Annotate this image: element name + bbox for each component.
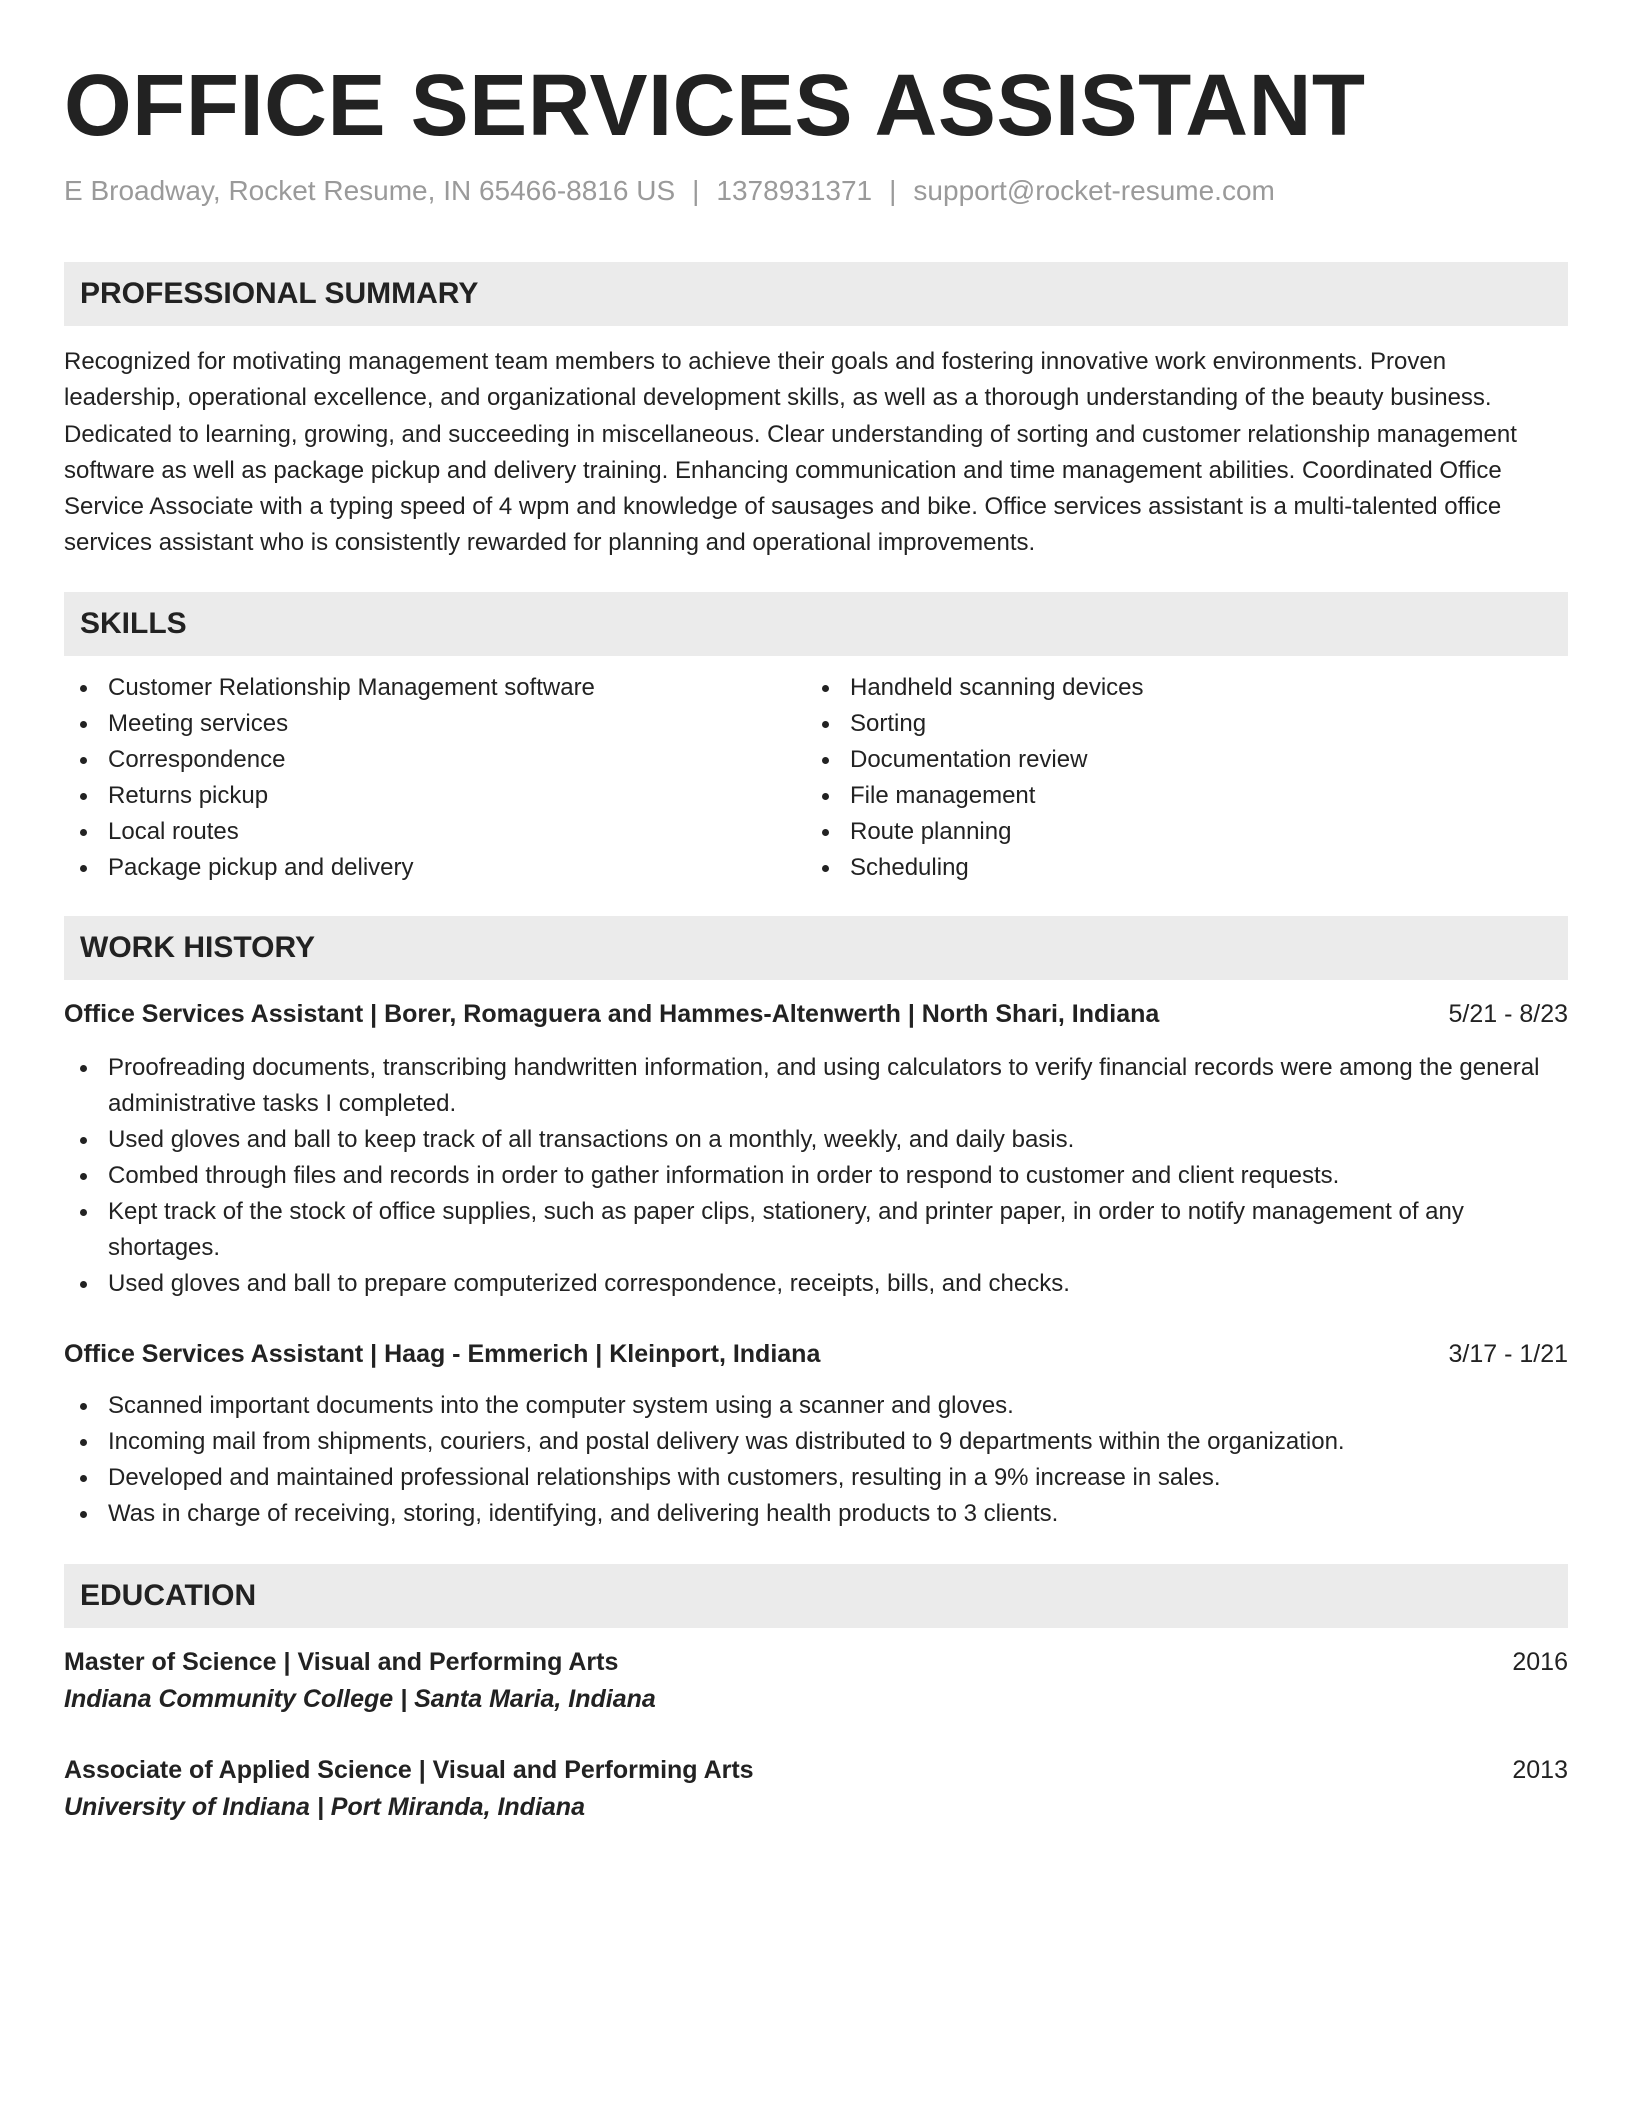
skill-item (64, 670, 806, 706)
resume-page (64, 0, 1568, 1826)
job-bullet-text: Incoming mail from shipments, couriers, and postal delivery was distributed to 9 departments within the organization. (108, 1427, 1345, 1455)
skill-item (64, 706, 806, 742)
skill-item (64, 814, 806, 850)
job-bullet (64, 1266, 1568, 1302)
job-bullet-text: Was in charge of receiving, storing, identifying, and delivering health products to 3 clients. (108, 1499, 1059, 1527)
job-bullet-list (64, 1050, 1568, 1302)
education-year: 2013 (1512, 1755, 1568, 1784)
skill-item (806, 670, 1548, 706)
skill-label: File management (850, 781, 1036, 809)
job-bullet (64, 1496, 1568, 1532)
skill-item (806, 850, 1548, 886)
education-entry (64, 1644, 1568, 1718)
bullet-icon (822, 793, 829, 800)
job-bullet-text: Combed through files and records in order to gather information in order to respond to customer and client requests. (108, 1161, 1340, 1189)
job-bullet (64, 1050, 1568, 1122)
job-dates: 5/21 - 8/23 (1448, 999, 1568, 1028)
bullet-icon (80, 685, 87, 692)
skill-item (806, 706, 1548, 742)
bullet-icon (80, 1403, 87, 1410)
skill-label: Scheduling (850, 853, 969, 881)
job-dates: 3/17 - 1/21 (1448, 1339, 1568, 1368)
bullet-icon (80, 865, 87, 872)
contact-phone: 1378931371 (716, 175, 873, 206)
skill-item (64, 778, 806, 814)
bullet-icon (822, 865, 829, 872)
job-bullet (64, 1460, 1568, 1496)
skill-label: Customer Relationship Management software (108, 673, 595, 701)
contact-separator: | (889, 175, 897, 206)
candidate-name: OFFICE SERVICES ASSISTANT (64, 57, 1366, 154)
job-header (64, 1336, 1568, 1372)
job-bullet-text: Used gloves and ball to prepare computerized correspondence, receipts, bills, and checks. (108, 1269, 1070, 1297)
skills-list (64, 670, 1568, 886)
job-title: Office Services Assistant | Borer, Romaguera and Hammes-Altenwerth | North Shari, Indiana (64, 999, 1160, 1028)
contact-address: E Broadway, Rocket Resume, IN 65466-8816 US (64, 175, 676, 206)
education-school: Indiana Community College | Santa Maria, Indiana (64, 1684, 656, 1713)
job-bullet-text: Used gloves and ball to keep track of all transactions on a monthly, weekly, and daily basis. (108, 1125, 1075, 1153)
job-bullet (64, 1194, 1568, 1266)
bullet-icon (822, 757, 829, 764)
bullet-icon (822, 829, 829, 836)
job-bullet-text: Proofreading documents, transcribing handwritten information, and using calculators to verify financial records were among the general administrative tasks I completed. (108, 1053, 1540, 1117)
skill-item (64, 742, 806, 778)
bullet-icon (80, 721, 87, 728)
skills-column-right (806, 670, 1548, 886)
job-bullet (64, 1122, 1568, 1158)
skills-heading: SKILLS (64, 592, 1568, 656)
bullet-icon (80, 1173, 87, 1180)
bullet-icon (80, 1475, 87, 1482)
bullet-icon (80, 1439, 87, 1446)
bullet-icon (822, 685, 829, 692)
summary-heading: PROFESSIONAL SUMMARY (64, 262, 1568, 326)
job-entry (64, 996, 1568, 1302)
job-bullet-text: Developed and maintained professional relationships with customers, resulting in a 9% increase in sales. (108, 1463, 1221, 1491)
bullet-icon (80, 1511, 87, 1518)
skill-label: Documentation review (850, 745, 1088, 773)
education-school: University of Indiana | Port Miranda, Indiana (64, 1792, 585, 1821)
skill-item (806, 742, 1548, 778)
skill-item (64, 850, 806, 886)
skill-item (806, 814, 1548, 850)
contact-email: support@rocket-resume.com (913, 175, 1275, 206)
bullet-icon (80, 757, 87, 764)
education-heading: EDUCATION (64, 1564, 1568, 1628)
education-year: 2016 (1512, 1647, 1568, 1676)
work-history-heading: WORK HISTORY (64, 916, 1568, 980)
skill-label: Correspondence (108, 745, 286, 773)
job-bullet (64, 1424, 1568, 1460)
bullet-icon (822, 721, 829, 728)
job-title: Office Services Assistant | Haag - Emmerich | Kleinport, Indiana (64, 1339, 821, 1368)
skill-label: Returns pickup (108, 781, 269, 809)
education-header (64, 1644, 1568, 1680)
job-bullet (64, 1158, 1568, 1194)
bullet-icon (80, 829, 87, 836)
job-bullet-list (64, 1388, 1568, 1532)
bullet-icon (80, 1209, 87, 1216)
bullet-icon (80, 1065, 87, 1072)
skill-label: Local routes (108, 817, 239, 845)
skill-item (806, 778, 1548, 814)
skill-label: Route planning (850, 817, 1012, 845)
education-degree: Associate of Applied Science | Visual and Performing Arts (64, 1755, 754, 1784)
job-bullet-text: Scanned important documents into the computer system using a scanner and gloves. (108, 1391, 1014, 1419)
education-degree: Master of Science | Visual and Performing Arts (64, 1647, 619, 1676)
job-bullet (64, 1388, 1568, 1424)
bullet-icon (80, 1137, 87, 1144)
skill-label: Sorting (850, 709, 927, 737)
contact-line (64, 174, 1568, 208)
skill-label: Package pickup and delivery (108, 853, 414, 881)
education-header (64, 1752, 1568, 1788)
job-entry (64, 1336, 1568, 1532)
education-entry (64, 1752, 1568, 1826)
job-bullet-text: Kept track of the stock of office supplies, such as paper clips, stationery, and printer paper, in order to notify management of any shortages. (108, 1197, 1464, 1261)
contact-separator: | (692, 175, 700, 206)
job-header (64, 996, 1568, 1032)
summary-text: Recognized for motivating management team members to achieve their goals and fostering innovative work environments. Proven leadership, operational excellence, and organizational development skills, as well as a thorough understanding of the beauty business. Dedicated to learning, growing, and succeeding in miscellaneous. Clear understanding of sorting and customer relationship management software as well as package pickup and delivery training. Enhancing communication and time management abilities. Coordinated Office Service Associate with a typing speed of 4 wpm and knowledge of sausages and bike. Office services assistant is a multi-talented office services assistant who is consistently rewarded for planning and operational improvements. (64, 348, 1517, 557)
skill-label: Meeting services (108, 709, 289, 737)
bullet-icon (80, 793, 87, 800)
bullet-icon (80, 1281, 87, 1288)
skills-column-left (64, 670, 806, 886)
skill-label: Handheld scanning devices (850, 673, 1144, 701)
